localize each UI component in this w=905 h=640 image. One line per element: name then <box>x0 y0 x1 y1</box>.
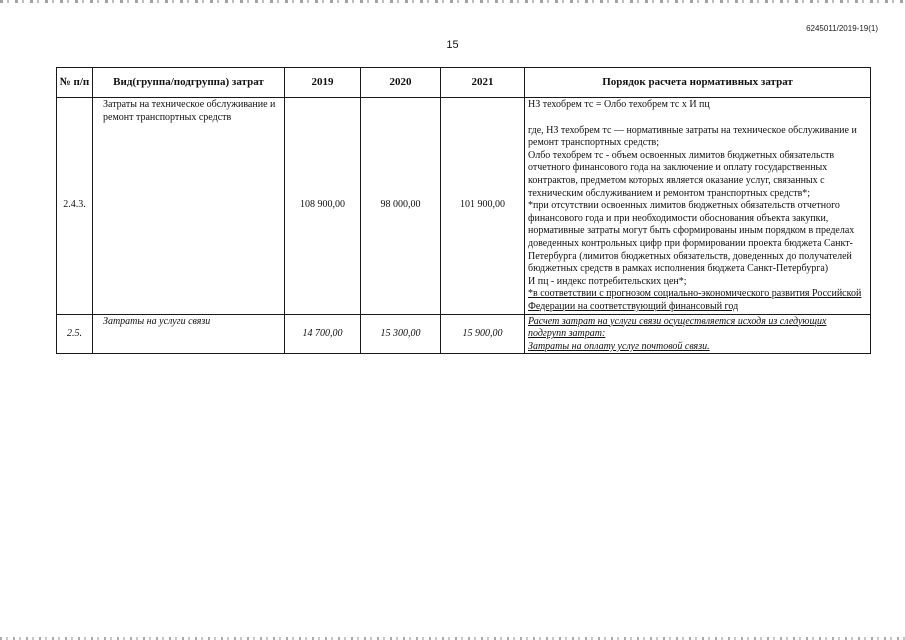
row-number: 2.5. <box>57 314 93 354</box>
value-2019: 108 900,00 <box>285 98 361 315</box>
header-2020: 2020 <box>361 68 441 98</box>
table-row <box>57 314 871 354</box>
cost-type-name: Затраты на услуги связи <box>93 314 285 354</box>
method-line: *в соответствии с прогнозом социально-экономического развития Российской Федерации на соответствующий финансовый год <box>528 288 862 312</box>
scan-edge-top <box>0 0 905 3</box>
cost-table <box>56 67 871 354</box>
method-line: Затраты на оплату услуг почтовой связи. <box>528 340 710 352</box>
formula: НЗ техобрем тс = Олбо техобрем тс х И пц <box>528 99 710 110</box>
calculation-method <box>525 314 871 354</box>
cost-type-name: Затраты на техническое обслуживание и ремонт транспортных средств <box>93 98 285 315</box>
method-line: И пц - индекс потребительских цен*; <box>528 275 687 287</box>
method-line: Олбо техобрем тс - объем освоенных лимитов бюджетных обязательств отчетного финансового года на заключение и оплату государственных контрактов, предметом которых является оказание услуг, связанных с техническим обслуживанием и ремонтом транспортных средств*; <box>528 149 835 199</box>
header-calculation-method: Порядок расчета нормативных затрат <box>525 68 871 98</box>
header-number: № п/п <box>57 68 93 98</box>
value-2019: 14 700,00 <box>285 314 361 354</box>
method-line: Расчет затрат на услуги связи осуществляется исходя из следующих подгрупп затрат: <box>528 315 827 340</box>
header-2019: 2019 <box>285 68 361 98</box>
document-code: 6245011/2019-19(1) <box>806 24 878 33</box>
value-2021: 15 900,00 <box>441 314 525 354</box>
value-2020: 98 000,00 <box>361 98 441 315</box>
header-2021: 2021 <box>441 68 525 98</box>
method-line: где, НЗ техобрем тс — нормативные затраты на техническое обслуживание и ремонт транспортных средств; <box>528 124 857 149</box>
method-line: *при отсутствии освоенных лимитов бюджетных обязательств отчетного финансового года и при необходимости обоснования объекта закупки, нормативные затраты могут быть сформированы иным порядком в пределах доведенных контрольных цифр при формировании проекта бюджета Санкт-Петербурга (лимитов бюджетных обязательств, доведенных до получателей бюджетных средств в рамках исполнения бюджета Санкт-Петербурга) <box>528 200 855 275</box>
table-row <box>57 98 871 315</box>
value-2020: 15 300,00 <box>361 314 441 354</box>
table-header-row <box>57 68 871 98</box>
calculation-method <box>525 98 871 315</box>
row-number: 2.4.3. <box>57 98 93 315</box>
page-number: 15 <box>446 39 459 51</box>
header-cost-type: Вид(группа/подгруппа) затрат <box>93 68 285 98</box>
value-2021: 101 900,00 <box>441 98 525 315</box>
spacer <box>528 112 867 125</box>
